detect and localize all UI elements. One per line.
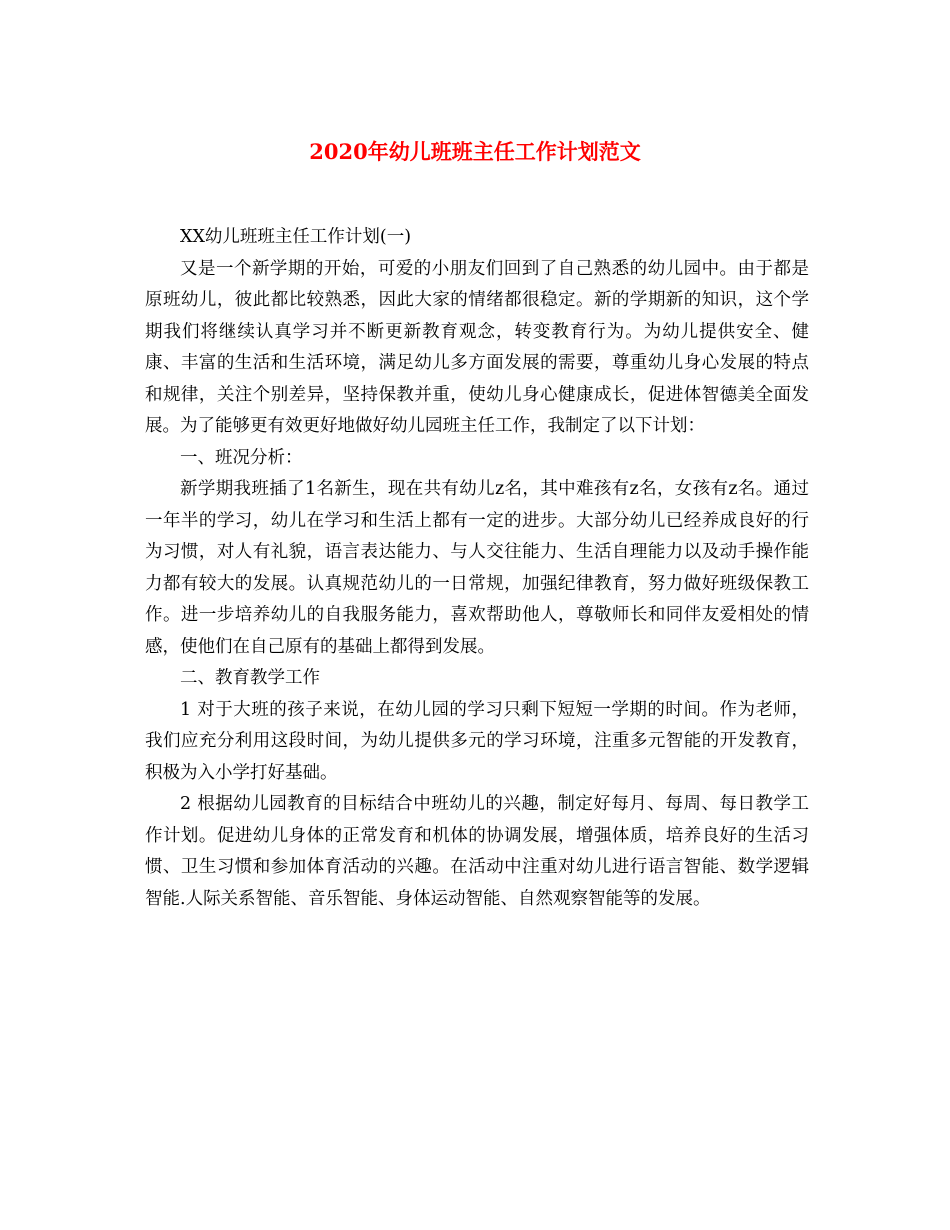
document-title: 2020年幼儿班班主任工作计划范文	[309, 139, 641, 164]
section-heading-teaching-work: 二、教育教学工作	[180, 668, 320, 688]
paragraph-class-analysis: 新学期我班插了1名新生，现在共有幼儿z名，其中难孩有z名，女孩有z名。通过一年半的学习，幼儿在学习和生活上都有一定的进步。大部分幼儿已经养成良好的行为习惯，对人有礼貌，语言表达能力、与人交往能力、生活自理能力以及动手操作能力都有较大的发展。认真规范幼儿的一日常规，加强纪律教育，努力做好班级保教工作。进一步培养幼儿的自我服务能力，喜欢帮助他人，尊敬师长和同伴友爱相处的情感，使他们在自己原有的基础上都得到发展。	[145, 479, 809, 657]
paragraph-intro: 又是一个新学期的开始，可爱的小朋友们回到了自己熟悉的幼儿园中。由于都是原班幼儿，彼此都比较熟悉，因此大家的情绪都很稳定。新的学期新的知识，这个学期我们将继续认真学习并不断更新教育观念，转变教育行为。为幼儿提供安全、健康、丰富的生活和生活环境，满足幼儿多方面发展的需要，尊重幼儿身心发展的特点和规律，关注个别差异，坚持保教并重，使幼儿身心健康成长，促进体智德美全面发展。为了能够更有效更好地做好幼儿园班主任工作，我制定了以下计划：	[145, 258, 809, 436]
paragraph-teaching-item-2: 2 根据幼儿园教育的目标结合中班幼儿的兴趣，制定好每月、每周、每日教学工作计划。促进幼儿身体的正常发育和机体的协调发展，增强体质，培养良好的生活习惯、卫生习惯和参加体育活动的兴趣。在活动中注重对幼儿进行语言智能、数学逻辑智能.人际关系智能、音乐智能、身体运动智能、自然观察智能等的发展。	[145, 794, 809, 909]
paragraph-teaching-item-1: 1 对于大班的孩子来说，在幼儿园的学习只剩下短短一学期的时间。作为老师，我们应充分利用这段时间，为幼儿提供多元的学习环境，注重多元智能的开发教育，积极为入小学打好基础。	[145, 699, 809, 783]
section-heading-plan-one: XX幼儿班班主任工作计划(一)	[180, 227, 412, 247]
section-heading-class-analysis: 一、班况分析：	[180, 447, 303, 468]
document-body	[145, 222, 809, 915]
